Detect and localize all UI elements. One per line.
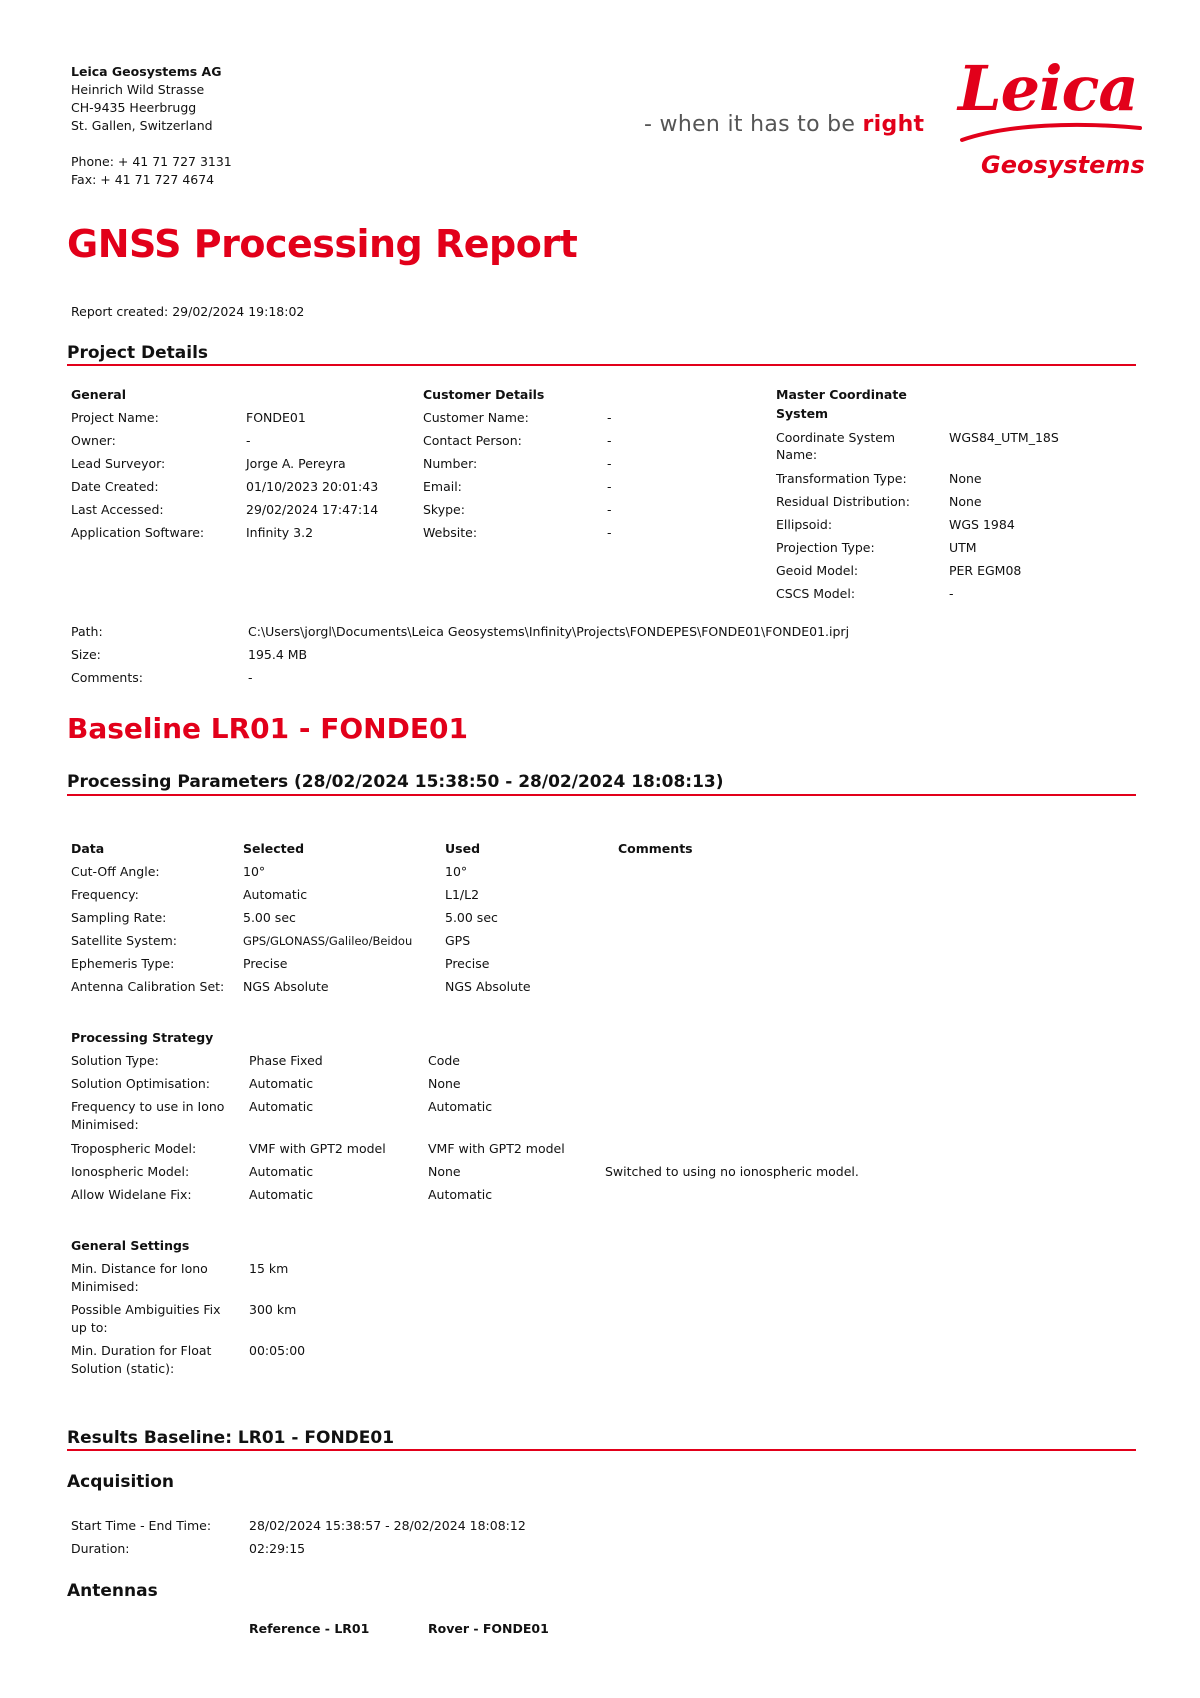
settings-value: 15 km [249,1261,289,1276]
customer-value: - [607,502,612,517]
general-value: Infinity 3.2 [246,525,314,540]
master-value: PER EGM08 [949,563,1022,578]
master-value: WGS 1984 [949,517,1015,532]
table-cell: Frequency: [71,887,139,902]
customer-label: Contact Person: [423,433,522,448]
table-cell: 10° [445,864,468,879]
acquisition-heading: Acquisition [67,1472,175,1492]
settings-label: Min. Duration for Float [71,1343,212,1358]
strategy-selected: VMF with GPT2 model [249,1141,386,1156]
strategy-label: Solution Optimisation: [71,1076,211,1091]
table-cell: Cut-Off Angle: [71,864,160,879]
settings-value: 300 km [249,1302,297,1317]
strategy-used: Automatic [428,1187,493,1202]
strategy-selected: Phase Fixed [249,1053,323,1068]
table-cell: 5.00 sec [243,910,296,925]
strategy-selected: Automatic [249,1164,314,1179]
customer-value: - [607,456,612,471]
report-created: Report created: 29/02/2024 19:18:02 [71,304,305,319]
strategy-label: Ionospheric Model: [71,1164,190,1179]
file-label: Comments: [71,670,143,685]
master-label: Geoid Model: [776,563,859,578]
master-value: UTM [949,540,977,555]
project-details-heading: Project Details [67,343,209,363]
logo-sub: Geosystems [981,151,1145,179]
general-label: Application Software: [71,525,205,540]
strategy-comment: Switched to using no ionospheric model. [605,1164,859,1179]
master-header: Master Coordinate [776,387,907,402]
strategy-used: Code [428,1053,461,1068]
section-rule [67,1449,1136,1451]
customer-label: Number: [423,456,478,471]
tagline-prefix: - when it has to be [644,112,863,137]
customer-header: Customer Details [423,387,545,402]
customer-label: Skype: [423,502,465,517]
section-rule [67,364,1136,366]
company-region: St. Gallen, Switzerland [71,118,213,133]
table-cell: Satellite System: [71,933,177,948]
master-label: Residual Distribution: [776,494,910,509]
master-label: Ellipsoid: [776,517,833,532]
company-address [71,63,232,189]
strategy-label: Allow Widelane Fix: [71,1187,192,1202]
table-cell: GPS/GLONASS/Galileo/Beidou [243,934,413,948]
file-value: C:\Users\jorgl\Documents\Leica Geosystems\Infinity\Projects\FONDEPES\FONDE01\FONDE01.iprj [248,624,850,639]
master-value: - [949,586,954,601]
acquisition-value: 28/02/2024 15:38:57 - 28/02/2024 18:08:12 [249,1518,526,1533]
general-label: Last Accessed: [71,502,164,517]
acquisition-label: Duration: [71,1541,130,1556]
general-label: Date Created: [71,479,159,494]
file-value: - [248,670,253,685]
strategy-label: Tropospheric Model: [71,1141,197,1156]
strategy-used: None [428,1164,461,1179]
table-cell: Automatic [243,887,308,902]
customer-value: - [607,525,612,540]
file-label: Size: [71,647,101,662]
customer-label: Website: [423,525,478,540]
table-cell: 10° [243,864,266,879]
company-phone: Phone: + 41 71 727 3131 [71,154,232,169]
strategy-selected: Automatic [249,1076,314,1091]
acquisition-value: 02:29:15 [249,1541,306,1556]
general-value: 29/02/2024 17:47:14 [246,502,379,517]
strategy-used: VMF with GPT2 model [428,1141,565,1156]
processing-parameters-heading: Processing Parameters (28/02/2024 15:38:50 - 28/02/2024 18:08:13) [67,772,724,792]
report-title: GNSS Processing Report [67,222,578,266]
general-value: FONDE01 [246,410,306,425]
antennas-heading: Antennas [67,1581,158,1601]
settings-label: Min. Distance for Iono [71,1261,208,1276]
table-header: Used [445,841,481,856]
table-header: Comments [618,841,693,856]
table-header: Selected [243,841,305,856]
general-header: General [71,387,126,402]
baseline-title: Baseline LR01 - FONDE01 [67,712,468,745]
file-value: 195.4 MB [248,647,308,662]
table-cell: Sampling Rate: [71,910,167,925]
tagline-highlight: right [862,112,925,137]
general-label: Lead Surveyor: [71,456,166,471]
master-value: None [949,494,982,509]
master-value: WGS84_UTM_18S [949,430,1059,445]
table-cell: NGS Absolute [243,979,329,994]
table-cell: L1/L2 [445,887,480,902]
acquisition-label: Start Time - End Time: [71,1518,212,1533]
settings-label: Possible Ambiguities Fix [71,1302,221,1317]
antenna-reference: Reference - LR01 [249,1621,370,1636]
general-value: - [246,433,251,448]
settings-value: 00:05:00 [249,1343,306,1358]
table-cell: Ephemeris Type: [71,956,175,971]
customer-label: Email: [423,479,462,494]
strategy-label: Frequency to use in Iono [71,1099,225,1114]
table-cell: Antenna Calibration Set: [71,979,225,994]
master-header: System [776,406,829,421]
file-label: Path: [71,624,103,639]
strategy-used: Automatic [428,1099,493,1114]
company-street: Heinrich Wild Strasse [71,82,205,97]
logo-word: Leica [958,52,1138,125]
general-value: Jorge A. Pereyra [246,456,346,471]
table-header: Data [71,841,105,856]
table-cell: 5.00 sec [445,910,498,925]
settings-header: General Settings [71,1238,190,1253]
strategy-selected: Automatic [249,1099,314,1114]
master-label: Projection Type: [776,540,875,555]
section-rule [67,794,1136,796]
table-cell: Precise [445,956,490,971]
general-label: Project Name: [71,410,159,425]
strategy-header: Processing Strategy [71,1030,214,1045]
logo-swash-icon [958,118,1143,148]
tagline [644,112,924,137]
strategy-used: None [428,1076,461,1091]
master-label: CSCS Model: [776,586,856,601]
master-label: Coordinate System [776,430,896,445]
customer-value: - [607,479,612,494]
results-heading: Results Baseline: LR01 - FONDE01 [67,1428,395,1448]
customer-value: - [607,410,612,425]
table-cell: Precise [243,956,288,971]
master-label: Transformation Type: [776,471,907,486]
strategy-selected: Automatic [249,1187,314,1202]
general-value: 01/10/2023 20:01:43 [246,479,379,494]
master-value: None [949,471,982,486]
company-name: Leica Geosystems AG [71,64,222,79]
general-label: Owner: [71,433,116,448]
settings-label: Solution (static): [71,1361,175,1376]
antenna-rover: Rover - FONDE01 [428,1621,549,1636]
strategy-label: Minimised: [71,1117,139,1132]
settings-label: Minimised: [71,1279,139,1294]
table-cell: NGS Absolute [445,979,531,994]
strategy-label: Solution Type: [71,1053,159,1068]
customer-label: Customer Name: [423,410,529,425]
customer-value: - [607,433,612,448]
company-city: CH-9435 Heerbrugg [71,100,197,115]
master-label: Name: [776,447,818,462]
settings-label: up to: [71,1320,108,1335]
company-fax: Fax: + 41 71 727 4674 [71,172,215,187]
table-cell: GPS [445,933,471,948]
